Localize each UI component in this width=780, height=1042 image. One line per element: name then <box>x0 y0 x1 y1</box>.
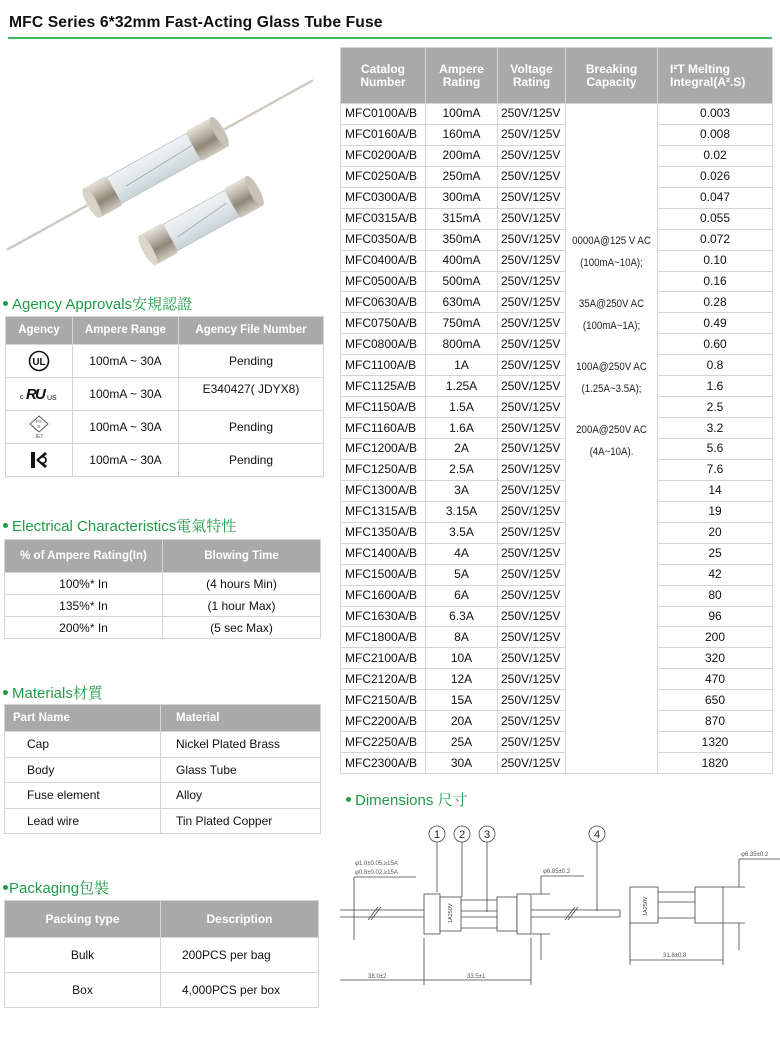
spec-row <box>341 292 773 313</box>
spec-row <box>341 397 773 418</box>
svg-text:PS: PS <box>35 419 43 424</box>
cul-us-logo-icon <box>6 379 72 410</box>
bullet-icon <box>3 885 8 890</box>
spec-row <box>341 585 773 606</box>
catalog-number: MFC1630A/B <box>341 606 426 627</box>
spec-row <box>341 187 773 208</box>
i2t-melting-integral: 1820 <box>658 753 773 774</box>
callout-1 <box>429 826 445 842</box>
dimensions-drawing <box>340 820 780 1000</box>
i2t-melting-integral: 0.072 <box>658 229 773 250</box>
catalog-number: MFC1600A/B <box>341 585 426 606</box>
i2t-melting-integral: 1320 <box>658 732 773 753</box>
catalog-number: MFC0800A/B <box>341 334 426 355</box>
i2t-melting-integral: 14 <box>658 480 773 501</box>
i2t-melting-integral: 650 <box>658 690 773 711</box>
voltage-rating: 250V/125V <box>498 711 566 732</box>
i2t-melting-integral: 0.16 <box>658 271 773 292</box>
ampere-rating: 3.15A <box>426 501 498 522</box>
catalog-number: MFC2250A/B <box>341 732 426 753</box>
packaging-header-row <box>5 901 319 938</box>
ampere-rating: 100mA <box>426 104 498 125</box>
catalog-number: MFC0315A/B <box>341 208 426 229</box>
header-packing-type: Packing type <box>5 901 161 938</box>
agency-heading: Agency Approvals安規認證 <box>3 293 192 314</box>
ampere-rating: 250mA <box>426 166 498 187</box>
ampere-rating: 6A <box>426 585 498 606</box>
breaking-capacity-line: 35A@250V AC <box>578 298 645 310</box>
i2t-melting-integral: 470 <box>658 669 773 690</box>
i2t-melting-integral: 3.2 <box>658 418 773 439</box>
svg-text:33.5±1: 33.5±1 <box>467 974 486 980</box>
voltage-rating: 250V/125V <box>498 564 566 585</box>
catalog-number: MFC0160A/B <box>341 124 426 145</box>
materials-heading: Materials材質 <box>3 682 103 703</box>
svg-text:φ1.0±0.05,≥15A: φ1.0±0.05,≥15A <box>355 861 398 867</box>
spec-row <box>341 543 773 564</box>
voltage-rating: 250V/125V <box>498 501 566 522</box>
spec-row <box>341 564 773 585</box>
spec-row <box>341 145 773 166</box>
i2t-melting-integral: 0.28 <box>658 292 773 313</box>
breaking-capacity-line: (4A~10A). <box>589 446 634 458</box>
voltage-rating: 250V/125V <box>498 543 566 564</box>
packaging-table <box>4 900 319 1008</box>
electrical-table <box>4 539 321 639</box>
spec-row <box>341 480 773 501</box>
header-i2t-melting-integral: I²T Melting Integral(A².S) <box>658 48 773 104</box>
spec-row <box>341 439 773 460</box>
header-ampere-range: Ampere Range <box>73 317 179 345</box>
i2t-melting-integral: 2.5 <box>658 397 773 418</box>
ampere-rating: 500mA <box>426 271 498 292</box>
spec-row <box>341 753 773 774</box>
voltage-rating: 250V/125V <box>498 732 566 753</box>
agency-file: E340427( JDYX8) <box>179 378 324 411</box>
catalog-number: MFC0400A/B <box>341 250 426 271</box>
voltage-rating: 250V/125V <box>498 229 566 250</box>
catalog-number: MFC0350A/B <box>341 229 426 250</box>
svg-text:3: 3 <box>483 829 491 841</box>
materials-row: Cap Nickel Plated Brass <box>5 732 321 758</box>
voltage-rating: 250V/125V <box>498 418 566 439</box>
svg-text:31.8±0.8: 31.8±0.8 <box>663 953 687 959</box>
spec-row <box>341 313 773 334</box>
voltage-rating: 250V/125V <box>498 397 566 418</box>
spec-row <box>341 606 773 627</box>
i2t-melting-integral: 25 <box>658 543 773 564</box>
i2t-melting-integral: 200 <box>658 627 773 648</box>
i2t-melting-integral: 0.026 <box>658 166 773 187</box>
i2t-melting-integral: 19 <box>658 501 773 522</box>
ampere-rating: 1A <box>426 355 498 376</box>
header-agency-file-number: Agency File Number <box>179 317 324 345</box>
electrical-row: 135%* In (1 hour Max) <box>5 595 321 617</box>
page-title: MFC Series 6*32mm Fast-Acting Glass Tube Fuse <box>9 14 383 31</box>
voltage-rating: 250V/125V <box>498 690 566 711</box>
catalog-number: MFC1350A/B <box>341 522 426 543</box>
voltage-rating: 250V/125V <box>498 355 566 376</box>
agency-table <box>5 316 324 477</box>
agency-file: Pending <box>179 411 324 444</box>
spec-row <box>341 648 773 669</box>
bullet-icon <box>3 301 8 306</box>
spec-row <box>341 732 773 753</box>
svg-text:38.0±2: 38.0±2 <box>368 974 387 980</box>
spec-row <box>341 229 773 250</box>
catalog-number: MFC1200A/B <box>341 439 426 460</box>
materials-row: Lead wire Tin Plated Copper <box>5 808 321 834</box>
voltage-rating: 250V/125V <box>498 271 566 292</box>
header-ampere-rating: Ampere Rating <box>426 48 498 104</box>
catalog-number: MFC0750A/B <box>341 313 426 334</box>
packaging-heading: Packaging包裝 <box>3 877 109 898</box>
voltage-rating: 250V/125V <box>498 439 566 460</box>
kc-logo-icon <box>6 445 72 476</box>
materials-row: Fuse element Alloy <box>5 783 321 809</box>
ampere-rating: 3.5A <box>426 522 498 543</box>
callout-3 <box>479 826 495 842</box>
i2t-melting-integral: 320 <box>658 648 773 669</box>
catalog-number: MFC0500A/B <box>341 271 426 292</box>
ampere-rating: 200mA <box>426 145 498 166</box>
svg-text:E: E <box>37 424 41 429</box>
ampere-rating: 2A <box>426 439 498 460</box>
ampere-rating: 630mA <box>426 292 498 313</box>
breaking-capacity-line: 100A@250V AC <box>576 361 647 373</box>
voltage-rating: 250V/125V <box>498 292 566 313</box>
agency-row <box>6 345 324 378</box>
svg-text:φ0.8±0.02,≥15A: φ0.8±0.02,≥15A <box>355 870 398 876</box>
ampere-rating: 800mA <box>426 334 498 355</box>
agency-range: 100mA ~ 30A <box>73 378 179 411</box>
i2t-melting-integral: 80 <box>658 585 773 606</box>
catalog-number: MFC1150A/B <box>341 397 426 418</box>
agency-header-row <box>6 317 324 345</box>
i2t-melting-integral: 5.6 <box>658 439 773 460</box>
svg-text:U: U <box>35 386 46 403</box>
i2t-melting-integral: 0.055 <box>658 208 773 229</box>
voltage-rating: 250V/125V <box>498 522 566 543</box>
breaking-capacity-line: (1.25A~3.5A); <box>581 383 642 395</box>
ampere-rating: 10A <box>426 648 498 669</box>
svg-text:US: US <box>47 395 57 402</box>
voltage-rating: 250V/125V <box>498 104 566 125</box>
spec-row <box>341 418 773 439</box>
callout-4 <box>589 826 605 842</box>
voltage-rating: 250V/125V <box>498 627 566 648</box>
header-material: Material <box>161 705 321 732</box>
breaking-capacity-line: 200A@250V AC <box>576 424 647 436</box>
i2t-melting-integral: 1.6 <box>658 376 773 397</box>
header-blowing-time: Blowing Time <box>163 540 321 573</box>
bullet-icon <box>346 797 351 802</box>
header-voltage-rating: Voltage Rating <box>498 48 566 104</box>
ampere-rating: 1.25A <box>426 376 498 397</box>
spec-row <box>341 459 773 480</box>
i2t-melting-integral: 870 <box>658 711 773 732</box>
glass-tube-fuse-photo <box>0 60 340 270</box>
agency-range: 100mA ~ 30A <box>73 444 179 477</box>
voltage-rating: 250V/125V <box>498 145 566 166</box>
breaking-capacity-line: (100mA~10A); <box>580 257 643 269</box>
pse-jet-logo-icon <box>6 412 72 443</box>
ampere-rating: 8A <box>426 627 498 648</box>
spec-row <box>341 124 773 145</box>
spec-row <box>341 250 773 271</box>
breaking-capacity-line: 0000A@125 V AC <box>572 235 651 247</box>
callout-2 <box>454 826 470 842</box>
agency-row <box>6 411 324 444</box>
i2t-melting-integral: 0.10 <box>658 250 773 271</box>
agency-range: 100mA ~ 30A <box>73 411 179 444</box>
spec-row <box>341 166 773 187</box>
voltage-rating: 250V/125V <box>498 753 566 774</box>
voltage-rating: 250V/125V <box>498 585 566 606</box>
spec-row <box>341 501 773 522</box>
voltage-rating: 250V/125V <box>498 313 566 334</box>
svg-text:φ6.85±0.2: φ6.85±0.2 <box>543 869 571 875</box>
ul-logo-icon <box>6 346 72 377</box>
catalog-number: MFC2200A/B <box>341 711 426 732</box>
header-breaking-capacity: Breaking Capacity <box>566 48 658 104</box>
header-part-name: Part Name <box>5 705 161 732</box>
header-catalog-number: Catalog Number <box>341 48 426 104</box>
ampere-rating: 350mA <box>426 229 498 250</box>
ampere-rating: 4A <box>426 543 498 564</box>
ampere-rating: 400mA <box>426 250 498 271</box>
ampere-rating: 2.5A <box>426 459 498 480</box>
catalog-number: MFC1160A/B <box>341 418 426 439</box>
ampere-rating: 300mA <box>426 187 498 208</box>
agency-row <box>6 444 324 477</box>
ampere-rating: 3A <box>426 480 498 501</box>
catalog-number: MFC0300A/B <box>341 187 426 208</box>
spec-row <box>341 271 773 292</box>
spec-row <box>341 669 773 690</box>
svg-text:φ6.35±0.2: φ6.35±0.2 <box>741 852 769 858</box>
svg-text:2: 2 <box>458 829 466 841</box>
catalog-number: MFC2300A/B <box>341 753 426 774</box>
i2t-melting-integral: 0.02 <box>658 145 773 166</box>
ampere-rating: 315mA <box>426 208 498 229</box>
i2t-melting-integral: 96 <box>658 606 773 627</box>
voltage-rating: 250V/125V <box>498 480 566 501</box>
catalog-number: MFC1300A/B <box>341 480 426 501</box>
svg-text:4: 4 <box>593 829 601 841</box>
i2t-melting-integral: 0.8 <box>658 355 773 376</box>
catalog-number: MFC0100A/B <box>341 104 426 125</box>
i2t-melting-integral: 0.008 <box>658 124 773 145</box>
i2t-melting-integral: 42 <box>658 564 773 585</box>
agency-range: 100mA ~ 30A <box>73 345 179 378</box>
ampere-rating: 750mA <box>426 313 498 334</box>
i2t-melting-integral: 0.003 <box>658 104 773 125</box>
ampere-rating: 1.5A <box>426 397 498 418</box>
bullet-icon <box>3 690 8 695</box>
spec-row <box>341 208 773 229</box>
catalog-number: MFC2120A/B <box>341 669 426 690</box>
voltage-rating: 250V/125V <box>498 334 566 355</box>
spec-row <box>341 711 773 732</box>
ampere-rating: 12A <box>426 669 498 690</box>
voltage-rating: 250V/125V <box>498 669 566 690</box>
voltage-rating: 250V/125V <box>498 459 566 480</box>
materials-header-row <box>5 705 321 732</box>
catalog-number: MFC1315A/B <box>341 501 426 522</box>
electrical-header-row <box>5 540 321 573</box>
catalog-number: MFC1250A/B <box>341 459 426 480</box>
spec-row <box>341 104 773 125</box>
catalog-number: MFC1500A/B <box>341 564 426 585</box>
electrical-heading: Electrical Characteristics電氣特性 <box>3 515 236 536</box>
electrical-row: 200%* In (5 sec Max) <box>5 617 321 639</box>
catalog-number: MFC0200A/B <box>341 145 426 166</box>
ampere-rating: 1.6A <box>426 418 498 439</box>
voltage-rating: 250V/125V <box>498 376 566 397</box>
catalog-number: MFC2100A/B <box>341 648 426 669</box>
materials-row: Body Glass Tube <box>5 757 321 783</box>
ampere-rating: 30A <box>426 753 498 774</box>
spec-table <box>340 47 773 774</box>
agency-row <box>6 378 324 411</box>
i2t-melting-integral: 0.047 <box>658 187 773 208</box>
spec-row <box>341 690 773 711</box>
packaging-row: Bulk 200PCS per bag <box>5 938 319 973</box>
electrical-row: 100%* In (4 hours Min) <box>5 573 321 595</box>
spec-row <box>341 522 773 543</box>
voltage-rating: 250V/125V <box>498 250 566 271</box>
voltage-rating: 250V/125V <box>498 208 566 229</box>
catalog-number: MFC2150A/B <box>341 690 426 711</box>
header-agency: Agency <box>6 317 73 345</box>
svg-text:1A250V: 1A250V <box>643 896 649 916</box>
header-description: Description <box>161 901 319 938</box>
catalog-number: MFC1800A/B <box>341 627 426 648</box>
agency-file: Pending <box>179 345 324 378</box>
header-ampere-rating-percent: % of Ampere Rating(In) <box>5 540 163 573</box>
cap-marking: 1A250V <box>448 903 454 923</box>
i2t-melting-integral: 7.6 <box>658 459 773 480</box>
ampere-rating: 15A <box>426 690 498 711</box>
ampere-rating: 160mA <box>426 124 498 145</box>
bullet-icon <box>3 523 8 528</box>
i2t-melting-integral: 0.60 <box>658 334 773 355</box>
catalog-number: MFC0250A/B <box>341 166 426 187</box>
ampere-rating: 6.3A <box>426 606 498 627</box>
voltage-rating: 250V/125V <box>498 606 566 627</box>
agency-file: Pending <box>179 444 324 477</box>
spec-header-row <box>341 48 773 104</box>
voltage-rating: 250V/125V <box>498 166 566 187</box>
svg-text:1: 1 <box>433 829 441 841</box>
svg-text:c: c <box>20 394 24 401</box>
catalog-number: MFC0630A/B <box>341 292 426 313</box>
voltage-rating: 250V/125V <box>498 187 566 208</box>
ampere-rating: 25A <box>426 732 498 753</box>
spec-row <box>341 376 773 397</box>
voltage-rating: 250V/125V <box>498 124 566 145</box>
catalog-number: MFC1400A/B <box>341 543 426 564</box>
svg-text:JET: JET <box>34 434 44 440</box>
spec-row <box>341 627 773 648</box>
i2t-melting-integral: 0.49 <box>658 313 773 334</box>
catalog-number: MFC1125A/B <box>341 376 426 397</box>
svg-text:R: R <box>26 386 37 403</box>
i2t-melting-integral: 20 <box>658 522 773 543</box>
breaking-capacity <box>566 104 658 774</box>
title-rule <box>8 37 772 39</box>
voltage-rating: 250V/125V <box>498 648 566 669</box>
packaging-row: Box 4,000PCS per box <box>5 973 319 1008</box>
ampere-rating: 5A <box>426 564 498 585</box>
dimensions-heading: Dimensions 尺寸 <box>346 789 468 810</box>
ampere-rating: 20A <box>426 711 498 732</box>
svg-text:UL: UL <box>32 357 46 368</box>
spec-row <box>341 355 773 376</box>
materials-table <box>4 704 321 834</box>
breaking-capacity-line: (100mA~1A); <box>582 320 641 332</box>
spec-row <box>341 334 773 355</box>
catalog-number: MFC1100A/B <box>341 355 426 376</box>
